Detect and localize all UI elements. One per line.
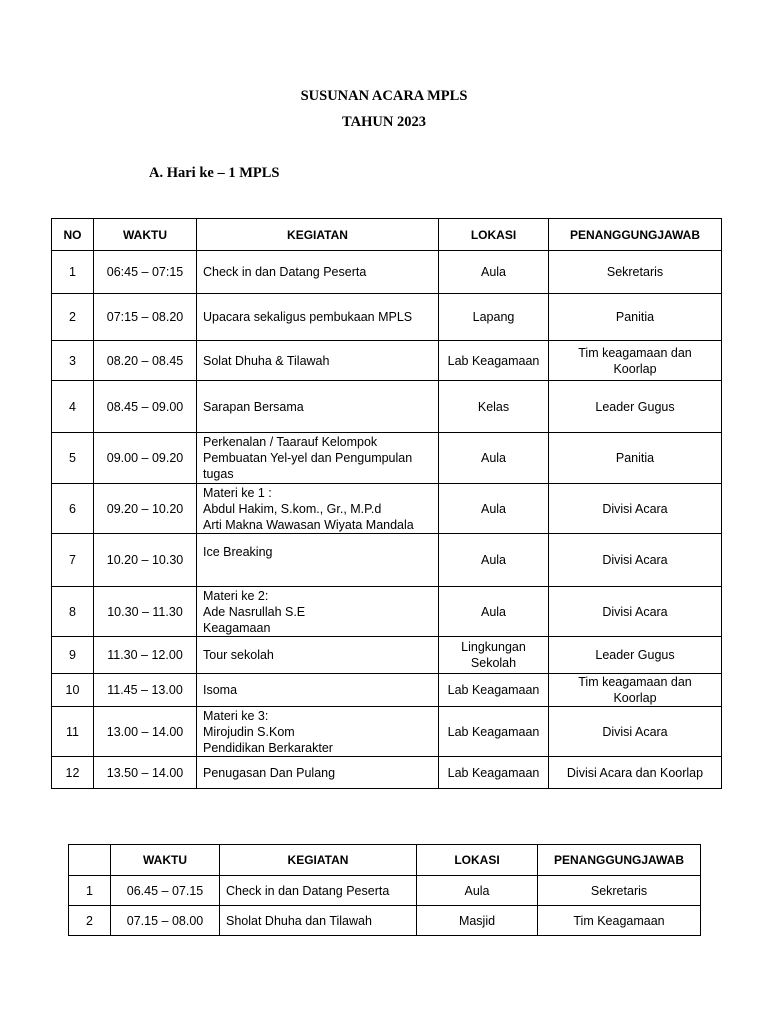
lokasi-cell — [439, 674, 549, 707]
cell-line: Divisi Acara — [602, 604, 668, 619]
waktu-cell: 06:45 – 07:15 — [94, 251, 197, 294]
lokasi-cell — [417, 906, 538, 936]
pj-cell — [549, 674, 722, 707]
cell-line: Pembuatan Yel-yel dan Pengumpulan — [203, 451, 413, 465]
cell-line: Lingkungan — [461, 640, 526, 654]
waktu-cell: 10.20 – 10.30 — [94, 534, 197, 587]
pj-cell — [549, 637, 722, 674]
cell-line: Penugasan Dan Pulang — [203, 765, 336, 780]
lokasi-cell — [439, 534, 549, 587]
cell-line: Materi ke 3: — [203, 708, 269, 723]
cell-line: Koorlap — [613, 691, 657, 705]
cell-line: Lab Keagamaan — [447, 724, 540, 739]
cell-line: Divisi Acara dan Koorlap — [566, 765, 704, 780]
pj-cell — [549, 587, 722, 637]
no-cell: 11 — [52, 707, 94, 757]
waktu-cell: 10.30 – 11.30 — [94, 587, 197, 637]
cell-line: Leader Gugus — [595, 399, 675, 414]
no-cell: 12 — [52, 757, 94, 789]
lokasi-cell — [439, 637, 549, 674]
waktu-cell: 07.15 – 08.00 — [111, 906, 220, 936]
no-cell: 6 — [52, 484, 94, 534]
table-row — [52, 251, 722, 294]
table-row — [52, 587, 722, 637]
kegiatan-cell — [220, 876, 417, 906]
cell-line: Check in dan Datang Peserta — [226, 883, 390, 898]
table-row — [52, 757, 722, 789]
cell-line — [203, 560, 434, 576]
no-cell: 9 — [52, 637, 94, 674]
cell-line: Sekretaris — [590, 883, 648, 898]
kegiatan-cell — [197, 757, 439, 789]
cell-line: Lab Keagamaan — [447, 765, 540, 780]
cell-line: Sholat Dhuha dan Tilawah — [226, 913, 372, 928]
lokasi-cell — [417, 876, 538, 906]
no-cell: 4 — [52, 381, 94, 433]
waktu-cell: 07:15 – 08.20 — [94, 294, 197, 341]
cell-line: Upacara sekaligus pembukaan MPLS — [203, 310, 413, 324]
header-kegiatan: KEGIATAN — [197, 219, 439, 251]
header-pj: PENANGGUNGJAWAB — [549, 219, 722, 251]
header-lokasi: LOKASI — [439, 219, 549, 251]
cell-line: Aula — [480, 265, 507, 279]
cell-line: Tim keagamaan dan — [578, 675, 692, 689]
lokasi-cell — [439, 433, 549, 484]
lokasi-cell — [439, 294, 549, 341]
cell-line: Pendidikan Berkarakter — [203, 740, 333, 755]
waktu-cell: 08.45 – 09.00 — [94, 381, 197, 433]
pj-cell — [549, 707, 722, 757]
kegiatan-cell — [220, 906, 417, 936]
kegiatan-cell — [197, 707, 439, 757]
cell-line: Kelas — [477, 399, 510, 414]
cell-line: Arti Makna Wawasan Wiyata Mandala — [203, 517, 414, 532]
kegiatan-cell — [197, 587, 439, 637]
lokasi-cell — [439, 381, 549, 433]
cell-line: Aula — [480, 501, 507, 516]
kegiatan-cell — [197, 294, 439, 341]
cell-line: Lapang — [472, 310, 515, 324]
cell-line: Materi ke 1 : — [203, 485, 272, 500]
cell-line: Materi ke 2: — [203, 588, 269, 603]
table-row — [52, 381, 722, 433]
kegiatan-cell — [197, 433, 439, 484]
table-row — [69, 876, 701, 906]
cell-line: Aula — [480, 451, 507, 465]
kegiatan-cell — [197, 251, 439, 294]
table-row — [52, 433, 722, 484]
waktu-cell: 11.30 – 12.00 — [94, 637, 197, 674]
cell-line: Tim Keagamaan — [573, 913, 665, 928]
cell-line: Masjid — [458, 913, 496, 928]
table-row — [52, 294, 722, 341]
pj-cell — [549, 534, 722, 587]
waktu-cell: 06.45 – 07.15 — [111, 876, 220, 906]
header-no: NO — [52, 219, 94, 251]
table-row — [52, 484, 722, 534]
no-cell: 7 — [52, 534, 94, 587]
pj-cell — [549, 433, 722, 484]
kegiatan-cell — [197, 341, 439, 381]
table-row — [52, 341, 722, 381]
cell-line: Panitia — [615, 451, 655, 465]
header-waktu: WAKTU — [94, 219, 197, 251]
pj-cell — [549, 251, 722, 294]
cell-line: Perkenalan / Taarauf Kelompok — [203, 435, 378, 449]
header-no — [69, 845, 111, 876]
no-cell: 3 — [52, 341, 94, 381]
kegiatan-cell — [197, 484, 439, 534]
cell-line: Tour sekolah — [203, 648, 274, 662]
no-cell: 5 — [52, 433, 94, 484]
waktu-cell: 13.00 – 14.00 — [94, 707, 197, 757]
lokasi-cell — [439, 757, 549, 789]
table-row — [52, 707, 722, 757]
no-cell: 2 — [69, 906, 111, 936]
no-cell: 1 — [52, 251, 94, 294]
lokasi-cell — [439, 251, 549, 294]
lokasi-cell — [439, 587, 549, 637]
schedule-table-day1 — [51, 218, 722, 789]
pj-cell — [549, 757, 722, 789]
table-header-row — [52, 219, 722, 251]
lokasi-cell — [439, 484, 549, 534]
cell-line: Solat Dhuha & Tilawah — [203, 353, 330, 368]
no-cell: 1 — [69, 876, 111, 906]
waktu-cell: 09.20 – 10.20 — [94, 484, 197, 534]
waktu-cell: 09.00 – 09.20 — [94, 433, 197, 484]
waktu-cell: 13.50 – 14.00 — [94, 757, 197, 789]
schedule-table-2 — [68, 844, 701, 936]
cell-line: Lab Keagamaan — [447, 683, 540, 697]
table-row — [52, 637, 722, 674]
cell-line: Ice Breaking — [203, 545, 273, 559]
table-row — [52, 674, 722, 707]
waktu-cell: 11.45 – 13.00 — [94, 674, 197, 707]
cell-line: Sekretaris — [606, 265, 664, 279]
header-pj: PENANGGUNGJAWAB — [538, 845, 701, 876]
pj-cell — [538, 876, 701, 906]
no-cell: 10 — [52, 674, 94, 707]
section-heading: A. Hari ke – 1 MPLS — [149, 165, 280, 181]
cell-line: Tim keagamaan dan — [578, 345, 692, 360]
kegiatan-cell — [197, 534, 439, 587]
cell-line: Ade Nasrullah S.E — [203, 604, 306, 619]
cell-line: Leader Gugus — [595, 648, 675, 662]
cell-line: Lab Keagamaan — [447, 353, 540, 368]
cell-line: Isoma — [203, 683, 238, 697]
pj-cell — [549, 294, 722, 341]
waktu-cell: 08.20 – 08.45 — [94, 341, 197, 381]
cell-line: Mirojudin S.Kom — [203, 724, 295, 739]
pj-cell — [549, 341, 722, 381]
pj-cell — [538, 906, 701, 936]
kegiatan-cell — [197, 674, 439, 707]
cell-line: Divisi Acara — [602, 724, 668, 739]
cell-line: tugas — [203, 467, 234, 481]
cell-line: Divisi Acara — [602, 553, 668, 567]
cell-line: Sarapan Bersama — [203, 399, 304, 414]
header-kegiatan: KEGIATAN — [220, 845, 417, 876]
kegiatan-cell — [197, 381, 439, 433]
cell-line: Aula — [480, 553, 507, 567]
document-year: TAHUN 2023 — [342, 114, 426, 130]
lokasi-cell — [439, 341, 549, 381]
no-cell: 2 — [52, 294, 94, 341]
table-header-row — [69, 845, 701, 876]
cell-line: Aula — [480, 604, 507, 619]
pj-cell — [549, 381, 722, 433]
cell-line: Koorlap — [613, 361, 657, 376]
no-cell: 8 — [52, 587, 94, 637]
header-lokasi: LOKASI — [417, 845, 538, 876]
document-title: SUSUNAN ACARA MPLS — [300, 88, 468, 104]
cell-line: Check in dan Datang Peserta — [203, 265, 367, 279]
table-row — [52, 534, 722, 587]
cell-line: Abdul Hakim, S.kom., Gr., M.P.d — [203, 501, 382, 516]
lokasi-cell — [439, 707, 549, 757]
pj-cell — [549, 484, 722, 534]
cell-line: Divisi Acara — [602, 501, 668, 516]
cell-line: Keagamaan — [203, 620, 271, 635]
cell-line: Panitia — [615, 310, 655, 324]
cell-line: Sekolah — [470, 656, 517, 670]
kegiatan-cell — [197, 637, 439, 674]
header-waktu: WAKTU — [111, 845, 220, 876]
table-row — [69, 906, 701, 936]
cell-line: Aula — [464, 883, 490, 898]
